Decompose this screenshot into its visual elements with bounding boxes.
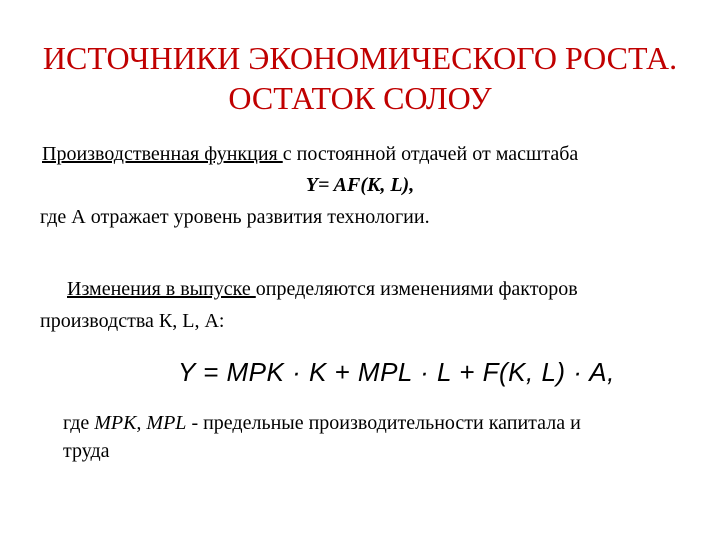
paragraph-technology-note: где А отражает уровень развития технологии. — [40, 206, 430, 228]
paragraph-text: где — [63, 412, 95, 434]
paragraph-marginal-products — [63, 411, 581, 435]
paragraph-production-function — [42, 142, 578, 166]
paragraph-output-changes — [67, 277, 578, 301]
underlined-term: Изменения в выпуске — [67, 278, 256, 300]
paragraph-text: определяются изменениями факторов — [255, 278, 578, 300]
paragraph-factors-line: производства К, L, А: — [40, 310, 225, 332]
paragraph-text: - предельные производительности капитала и — [186, 412, 581, 434]
paragraph-text: с постоянной отдачей от масштаба — [282, 143, 579, 165]
slide-title-line-1: ИСТОЧНИКИ ЭКОНОМИЧЕСКОГО РОСТА. — [42, 40, 678, 76]
italic-terms: МРК, MPL — [94, 412, 187, 434]
growth-decomposition-formula: Y = MPK · K + MPL · L + F(K, L) · A, — [178, 357, 615, 387]
production-function-formula: Y= AF(K, L), — [305, 174, 415, 196]
slide-title-line-2: ОСТАТОК СОЛОУ — [228, 80, 492, 116]
underlined-term: Производственная функция — [42, 143, 283, 165]
paragraph-labor-line: труда — [63, 440, 110, 462]
